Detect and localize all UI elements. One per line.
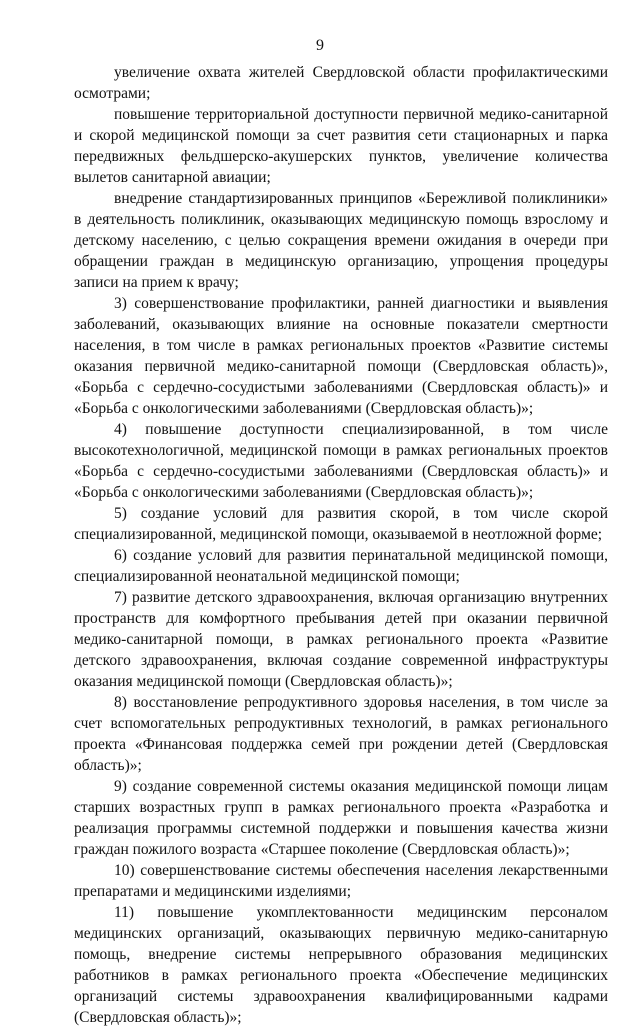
paragraph: внедрение стандартизированных принципов «Бережливой поликлиники» в деятельность поликлиник, оказывающих медицинскую помощь взрослому и детскому населению, с целью сокращения времени ожидания в очереди при обращении граждан в медицинскую организацию, упрощения процедуры записи на прием к врачу; [74, 190, 608, 291]
paragraph: 5) создание условий для развития скорой, в том числе скорой специализированной, медицинской помощи, оказываемой в неотложной форме; [74, 505, 608, 543]
paragraph: 9) создание современной системы оказания медицинской помощи лицам старших возрастных групп в рамках регионального проекта «Разработка и реализация программы системной поддержки и повышения качества жизни граждан пожилого возраста «Старшее поколение (Свердловская область)»; [74, 778, 608, 858]
paragraph: повышение территориальной доступности первичной медико-санитарной и скорой медицинской помощи за счет развития сети стационарных и парка передвижных фельдшерско-акушерских пунктов, увеличение количества вылетов санитарной авиации; [74, 106, 608, 186]
paragraph: 7) развитие детского здравоохранения, включая организацию внутренних пространств для комфортного пребывания детей при оказании первичной медико-санитарной помощи, в рамках регионального проекта «Развитие детского здравоохранения, включая создание современной инфраструктуры оказания медицинской помощи (Свердловская область)»; [74, 589, 608, 690]
paragraph: 8) восстановление репродуктивного здоровья населения, в том числе за счет вспомогательных репродуктивных технологий, в рамках регионального проекта «Финансовая поддержка семей при рождении детей (Свердловская область)»; [74, 694, 608, 774]
page-number: 9 [316, 37, 324, 54]
paragraph: 10) совершенствование системы обеспечения населения лекарственными препаратами и медицинскими изделиями; [74, 862, 608, 900]
paragraph: 4) повышение доступности специализированной, в том числе высокотехнологичной, медицинской помощи в рамках региональных проектов «Борьба с сердечно-сосудистыми заболеваниями (Свердловская область)» и «Борьба с онкологическими заболеваниями (Свердловская область)»; [74, 421, 608, 501]
paragraph: 6) создание условий для развития перинатальной медицинской помощи, специализированной неонатальной медицинской помощи; [74, 547, 608, 585]
paragraph: увеличение охвата жителей Свердловской области профилактическими осмотрами; [74, 64, 608, 102]
paragraph: 11) повышение укомплектованности медицинским персоналом медицинских организаций, оказывающих первичную медико-санитарную помощь, внедрение системы непрерывного образования медицинских работников в рамках регионального проекта «Обеспечение медицинских организаций системы здравоохранения квалифицированными кадрами (Свердловская область)»; [74, 904, 608, 1026]
document-body [74, 62, 608, 1028]
paragraph: 3) совершенствование профилактики, ранней диагностики и выявления заболеваний, оказывающих влияние на основные показатели смертности населения, в том числе в рамках региональных проектов «Развитие системы оказания первичной медико-санитарной помощи (Свердловская область)», «Борьба с сердечно-сосудистыми заболеваниями (Свердловская область)» и «Борьба с онкологическими заболеваниями (Свердловская область)»; [74, 295, 608, 417]
